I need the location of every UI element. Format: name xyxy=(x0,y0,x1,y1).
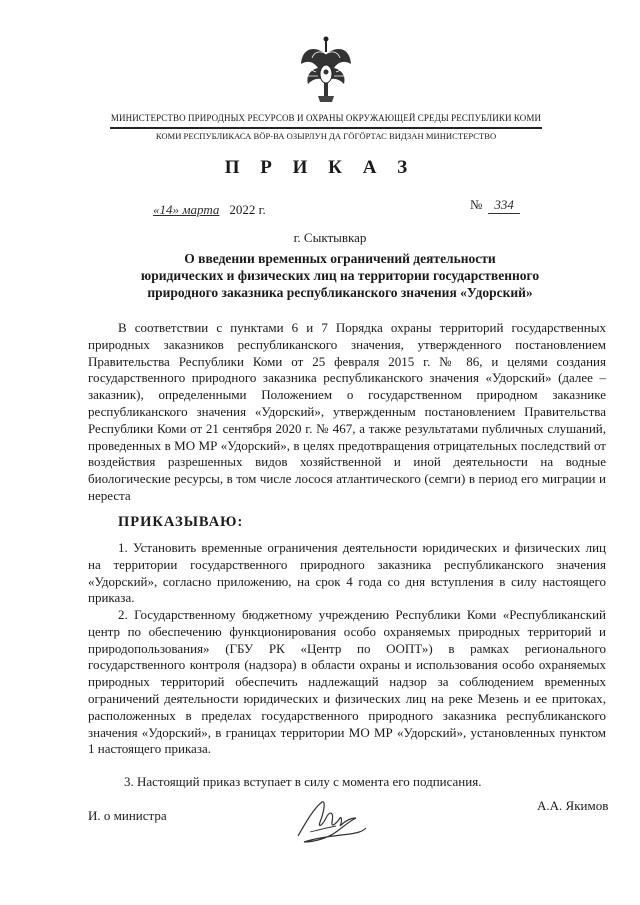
komi-republic-emblem-icon xyxy=(298,34,354,106)
handwritten-date: «14» марта xyxy=(153,202,220,217)
preamble-paragraph: В соответствии с пунктами 6 и 7 Порядка охраны территорий государственных природных заказников республиканского значения, утвержденного постановлением Правительства Республики Коми от 25 февраля 2015 г. № 86, и целями создания государственного природного заказника республиканского значения «Удорский» (далее – заказник), определенными Положением о государственном природном заказнике республиканского значения «Удорский», утвержденным постановлением Правительства Республики Коми от 21 сентября 2020 г. № 467, а также результатами публичных слушаний, проведенных в МО МР «Удорский», в целях предотвращения отрицательных последствий от воздействия разрешенных видов хозяйственной и иной деятельности на водные биологические ресурсы, в том числе лосося атлантического (семги) в период его миграции и нереста xyxy=(88,320,606,503)
handwritten-number: 334 xyxy=(488,197,520,214)
order-year: 2022 г. xyxy=(229,202,266,217)
order-date xyxy=(153,202,266,218)
ministry-name-komi: КОМИ РЕСПУБЛИКАСА ВӦР-ВА ОЗЫРЛУН ДА ГӦГӦРТАС ВИДЗАН МИНИСТЕРСТВО xyxy=(155,131,497,141)
signer-name: А.А. Якимов xyxy=(537,798,609,813)
city-of-issue: г. Сыктывкар xyxy=(293,230,367,245)
order-clause-2: 2. Государственному бюджетному учреждению Республики Коми «Республиканский центр по обеспечению функционирования особо охраняемых природных территорий и природопользования» (ГБУ РК «Центр по ООПТ») в рамках регионального государственного контроля (надзора) в области охраны и использования особо охраняемых природных территорий обеспечить надлежащий надзор за соблюдением временных ограничений деятельности юридических и физических лиц на реке Мезень и ее притоках, расположенных в пределах государственного природного заказника республиканского значения «Удорский», в границах территории МО МР «Удорский», установленных пунктом 1 настоящего приказа. xyxy=(88,607,606,757)
ministry-name-russian: МИНИСТЕРСТВО ПРИРОДНЫХ РЕСУРСОВ И ОХРАНЫ ОКРУЖАЮЩЕЙ СРЕДЫ РЕСПУБЛИКИ КОМИ xyxy=(110,113,542,123)
number-sign: № xyxy=(470,197,483,212)
header-divider xyxy=(110,128,542,129)
order-title-line: О введении временных ограничений деятельности xyxy=(184,251,496,266)
signer-position: И. о министра xyxy=(88,808,167,823)
document-type-title: П Р И К А З xyxy=(224,157,416,178)
order-title-line: юридических и физических лиц на территории государственного xyxy=(140,268,540,283)
order-number xyxy=(470,197,520,214)
order-directive-heading: ПРИКАЗЫВАЮ: xyxy=(118,514,244,530)
order-clause-3: 3. Настоящий приказ вступает в силу с момента его подписания. xyxy=(124,774,482,789)
order-clause-1: 1. Установить временные ограничения деятельности юридических и физических лиц на территории государственного природного заказника республиканского значения «Удорский», согласно приложению, на срок 4 года со дня вступления в силу настоящего приказа. xyxy=(88,540,606,606)
order-title-line: природного заказника республиканского значения «Удорский» xyxy=(147,285,533,300)
order-title xyxy=(110,250,570,301)
handwritten-signature-icon xyxy=(292,792,372,850)
